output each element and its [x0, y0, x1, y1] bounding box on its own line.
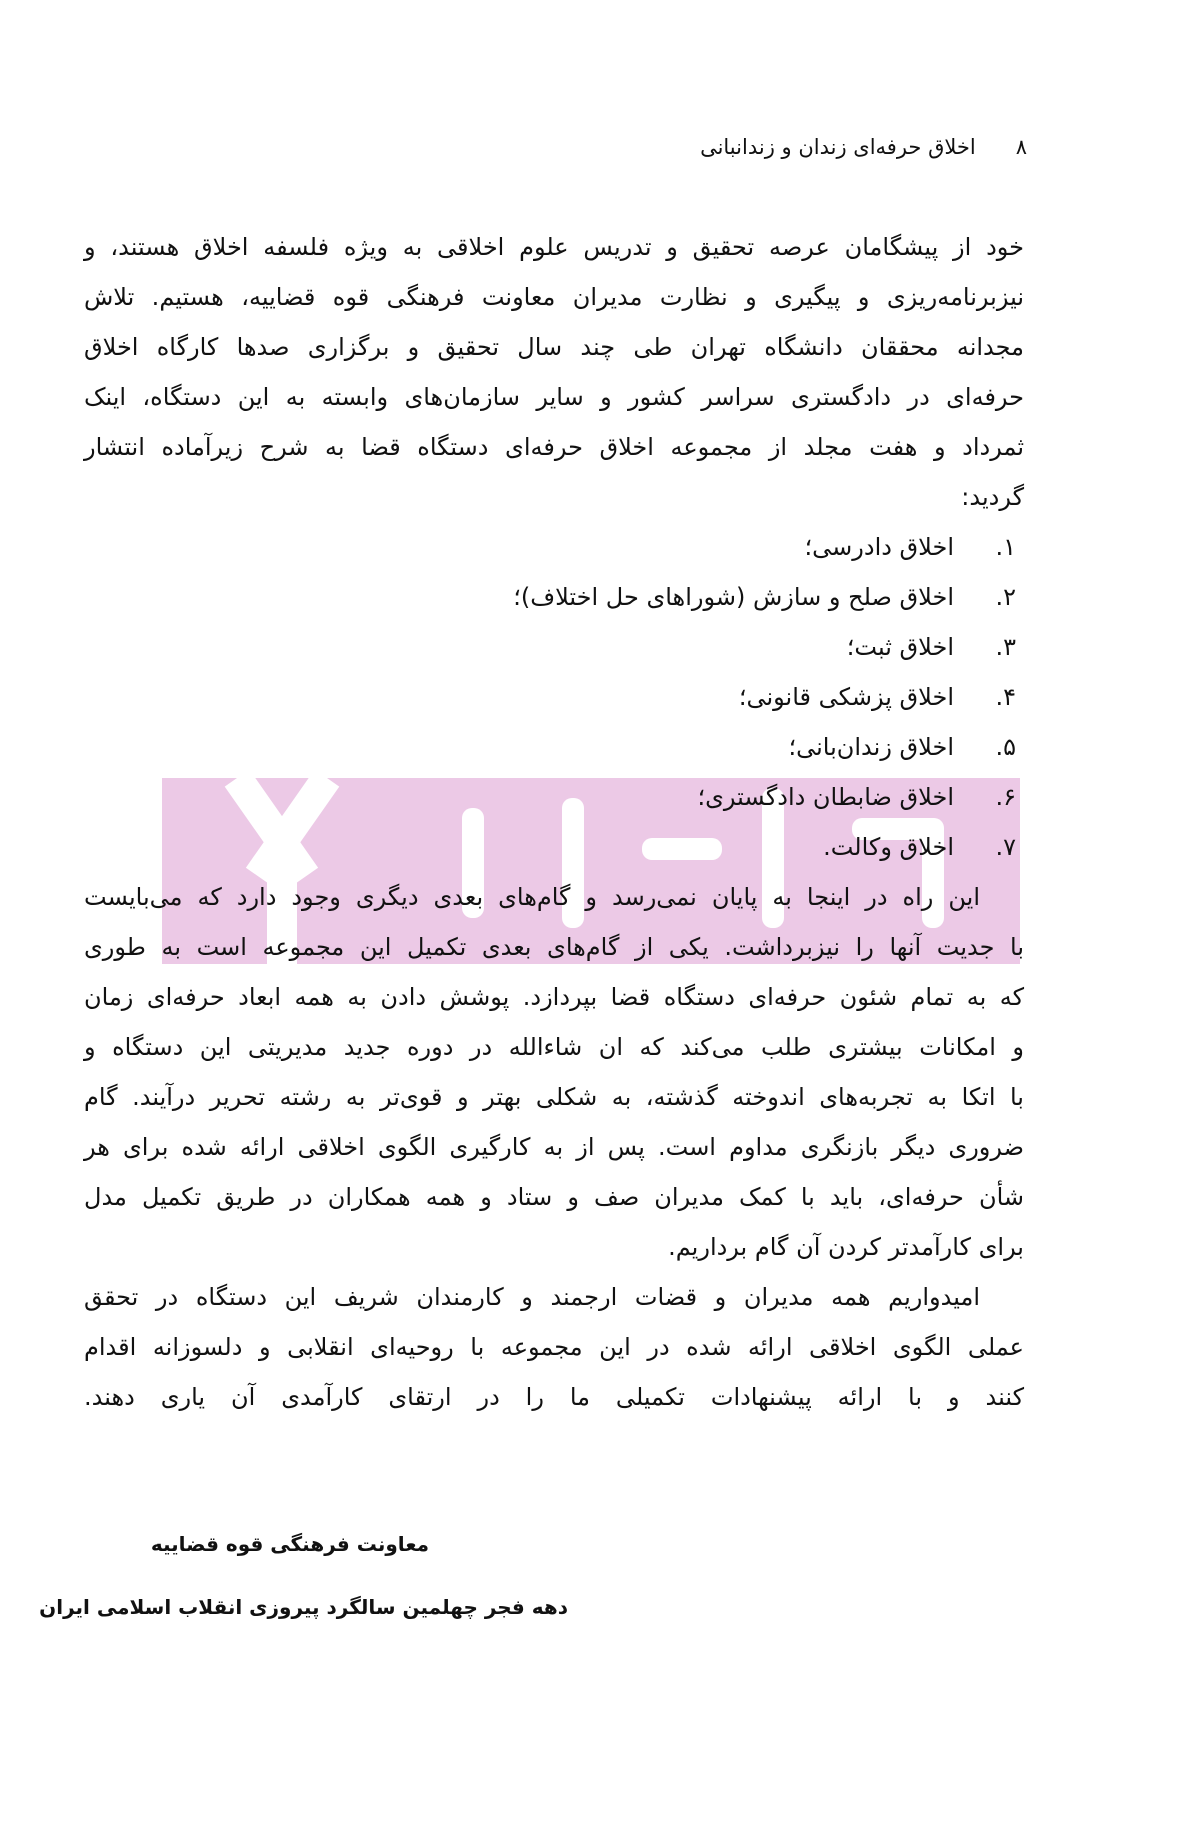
paragraph-2 [84, 872, 1024, 1272]
page-number: ۸ [1015, 135, 1027, 159]
page-body [84, 222, 1024, 1422]
text-line: شأن حرفه‌ای، باید با کمک مدیران صف و ستاد و همه همکاران در طریق تکمیل مدل [84, 1183, 1024, 1211]
text-line: ثمرداد و هفت مجلد از مجموعه اخلاق حرفه‌ای دستگاه قضا به شرح زیرآماده انتشار [84, 433, 1024, 461]
list-number: ۷. [995, 833, 1016, 861]
text-line: و امکانات بیشتری طلب می‌کند که ان شاءالله در دوره جدید مدیریتی این دستگاه و [84, 1033, 1024, 1061]
volumes-list [84, 522, 1024, 872]
text-line: این راه در اینجا به پایان نمی‌رسد و گام‌های بعدی دیگری وجود دارد که می‌بایست [84, 883, 980, 911]
list-text: اخلاق ثبت؛ [846, 633, 954, 661]
text-line: خود از پیشگامان عرصه تحقیق و تدریس علوم اخلاقی به ویژه فلسفه اخلاق هستند، و [84, 233, 1024, 261]
list-number: ۲. [995, 583, 1016, 611]
list-item [84, 672, 1024, 722]
list-item [84, 772, 1024, 822]
text-line: برای کارآمدتر کردن آن گام برداریم. [668, 1233, 1024, 1261]
paragraph-1 [84, 222, 1024, 522]
text-line: گردید: [961, 483, 1024, 511]
list-number: ۵. [995, 733, 1016, 761]
text-line: امیدواریم همه مدیران و قضات ارجمند و کارمندان شریف این دستگاه در تحقق [84, 1283, 980, 1311]
list-item [84, 572, 1024, 622]
list-text: اخلاق پزشکی قانونی؛ [738, 683, 954, 711]
list-item [84, 522, 1024, 572]
text-line: با جدیت آنها را نیزبرداشت. یکی از گام‌های بعدی تکمیل این مجموعه است به طوری [84, 933, 1024, 961]
paragraph-3 [84, 1272, 1024, 1422]
list-text: اخلاق زندان‌بانی؛ [788, 733, 954, 761]
text-line: که به تمام شئون حرفه‌ای دستگاه قضا بپردازد. پوشش دادن به همه ابعاد حرفه‌ای زمان [84, 983, 1024, 1011]
text-line: مجدانه محققان دانشگاه تهران طی چند سال تحقیق و برگزاری صدها کارگاه اخلاق [84, 333, 1024, 361]
running-header [700, 135, 1027, 159]
text-line: با اتکا به تجربه‌های اندوخته گذشته، به شکلی بهتر و قوی‌تر به رشته تحریر درآیند. گام [84, 1083, 1024, 1111]
text-line: کنند و با ارائه پیشنهادات تکمیلی ما را در ارتقای کارآمدی آن یاری دهند. [84, 1383, 1024, 1411]
list-item [84, 722, 1024, 772]
list-text: اخلاق دادرسی؛ [804, 533, 954, 561]
list-number: ۶. [995, 783, 1016, 811]
list-text: اخلاق وکالت. [823, 833, 954, 861]
running-title: اخلاق حرفه‌ای زندان و زندانبانی [700, 135, 976, 159]
list-number: ۱. [995, 533, 1016, 561]
list-text: اخلاق ضابطان دادگستری؛ [697, 783, 954, 811]
text-line: ضروری دیگر بازنگری مداوم است. پس از به کارگیری الگوی اخلاقی ارائه شده برای هر [84, 1133, 1024, 1161]
list-item [84, 822, 1024, 872]
list-number: ۳. [995, 633, 1016, 661]
text-line: عملی الگوی اخلاقی ارائه شده در این مجموعه با روحیه‌ای انقلابی و دلسوزانه اقدام [84, 1333, 1024, 1361]
list-item [84, 622, 1024, 672]
text-line: حرفه‌ای در دادگستری سراسر کشور و سایر سازمان‌های وابسته به این دستگاه، اینک [84, 383, 1024, 411]
signature-org: معاونت فرهنگی قوه قضاییه [150, 1532, 429, 1556]
list-number: ۴. [995, 683, 1016, 711]
list-text: اخلاق صلح و سازش (شوراهای حل اختلاف)؛ [513, 583, 954, 611]
text-line: نیزبرنامه‌ریزی و پیگیری و نظارت مدیران معاونت فرهنگی قوه قضاییه، هستیم. تلاش [84, 283, 1024, 311]
signature-occasion: دهه فجر چهلمین سالگرد پیروزی انقلاب اسلامی ایران [39, 1595, 568, 1619]
